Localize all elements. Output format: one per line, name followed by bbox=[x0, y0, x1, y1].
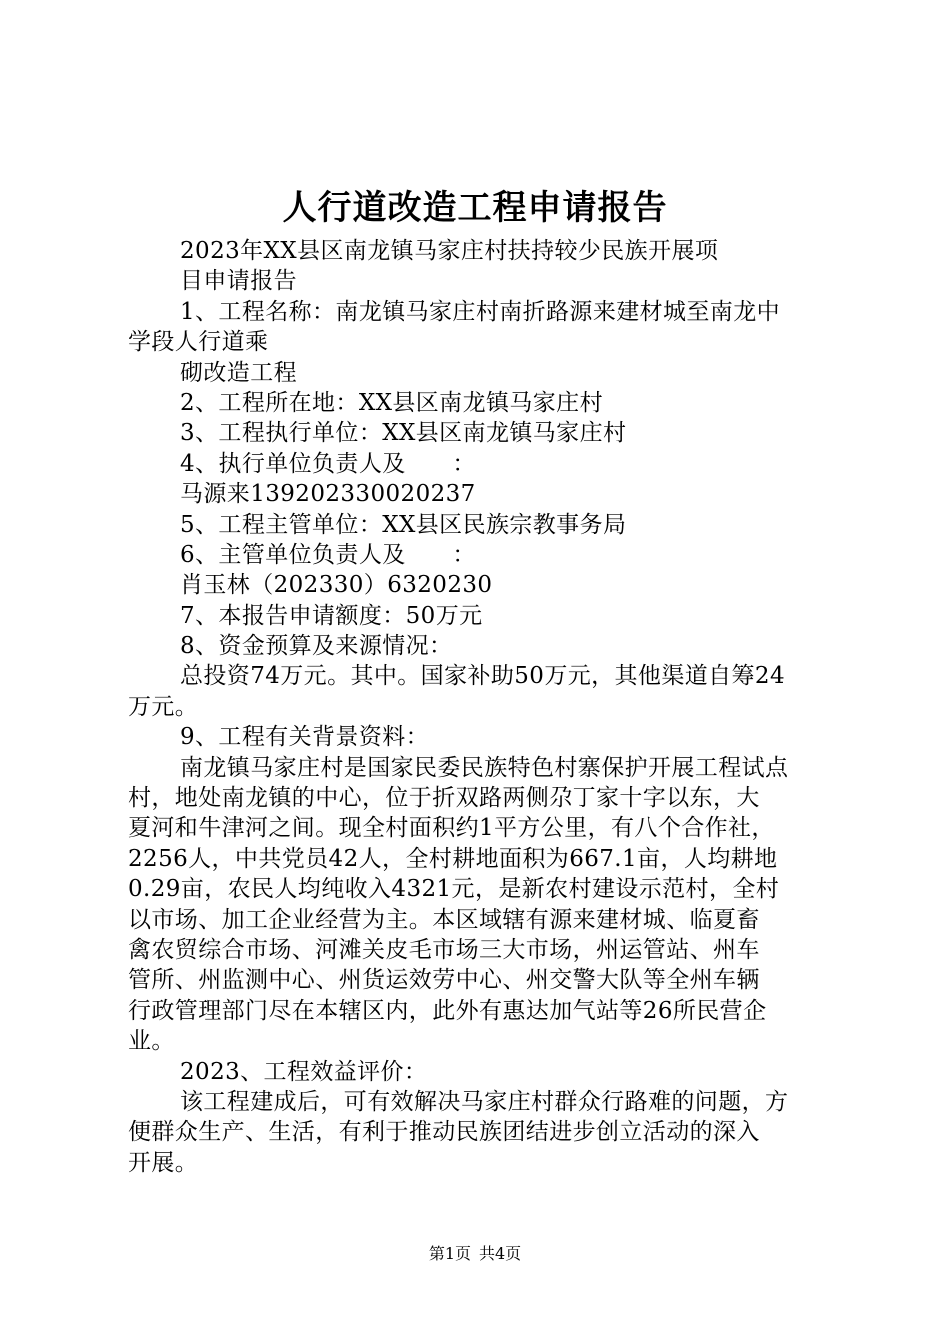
body-line: 9、工程有关背景资料： bbox=[180, 724, 430, 751]
body-line: 2、工程所在地：XX县区南龙镇马家庄村 bbox=[180, 389, 603, 416]
body-line: 行政管理部门尽在本辖区内，此外有惠达加气站等26所民营企 bbox=[128, 997, 767, 1024]
body-line: 4、执行单位负责人及 ： bbox=[180, 450, 476, 477]
page-number: 第1页 bbox=[428, 1244, 471, 1263]
body-line: 2023年XX县区南龙镇马家庄村扶持较少民族开展项 bbox=[180, 238, 719, 264]
page-total: 共4页 bbox=[479, 1244, 522, 1263]
body-line: 总投资74万元。其中。国家补助50万元，其他渠道自筹24 bbox=[180, 663, 785, 690]
body-line: 目申请报告 bbox=[180, 268, 297, 295]
body-line: 8、资金预算及来源情况： bbox=[180, 633, 453, 660]
body-line: 7、本报告申请额度：50万元 bbox=[180, 602, 483, 629]
document-body bbox=[128, 236, 840, 1178]
body-line: 砌改造工程 bbox=[180, 359, 297, 386]
body-line: 学段人行道乘 bbox=[128, 329, 269, 356]
body-line: 万元。 bbox=[128, 693, 199, 720]
body-line: 1、工程名称：南龙镇马家庄村南折路源来建材城至南龙中 bbox=[180, 298, 781, 325]
body-line: 6、主管单位负责人及 ： bbox=[180, 541, 476, 568]
body-line: 便群众生产、生活，有利于推动民族团结进步创立活动的深入 bbox=[128, 1119, 760, 1146]
body-line: 3、工程执行单位：XX县区南龙镇马家庄村 bbox=[180, 420, 627, 447]
body-line: 肖玉林（202330）6320230 bbox=[180, 572, 493, 599]
body-line: 禽农贸综合市场、河滩关皮毛市场三大市场，州运管站、州车 bbox=[128, 936, 760, 963]
body-line: 2256人，中共党员42人，全村耕地面积为667.1亩，人均耕地 bbox=[128, 845, 778, 872]
body-line: 5、工程主管单位：XX县区民族宗教事务局 bbox=[180, 511, 627, 538]
body-line: 管所、州监测中心、州货运效劳中心、州交警大队等全州车辆 bbox=[128, 967, 760, 994]
page-footer bbox=[0, 1243, 950, 1265]
body-line: 该工程建成后，可有效解决马家庄村群众行路难的问题，方 bbox=[180, 1088, 789, 1115]
body-line: 南龙镇马家庄村是国家民委民族特色村寨保护开展工程试点 bbox=[180, 754, 789, 781]
body-line: 开展。 bbox=[128, 1149, 199, 1176]
document-title: 人行道改造工程申请报告 bbox=[282, 188, 668, 228]
body-line: 村，地处南龙镇的中心，位于折双路两侧尕丁家十字以东，大 bbox=[128, 785, 760, 812]
body-line: 业。 bbox=[128, 1028, 175, 1055]
body-line: 以市场、加工企业经营为主。本区域辖有源来建材城、临夏畜 bbox=[128, 906, 760, 933]
body-line: 夏河和牛津河之间。现全村面积约1平方公里，有八个合作社， bbox=[128, 815, 775, 842]
body-line: 2023、工程效益评价： bbox=[180, 1058, 428, 1085]
body-line: 0.29亩，农民人均纯收入4321元，是新农村建设示范村，全村 bbox=[128, 876, 780, 903]
body-line: 马源来139202330020237 bbox=[180, 481, 476, 508]
